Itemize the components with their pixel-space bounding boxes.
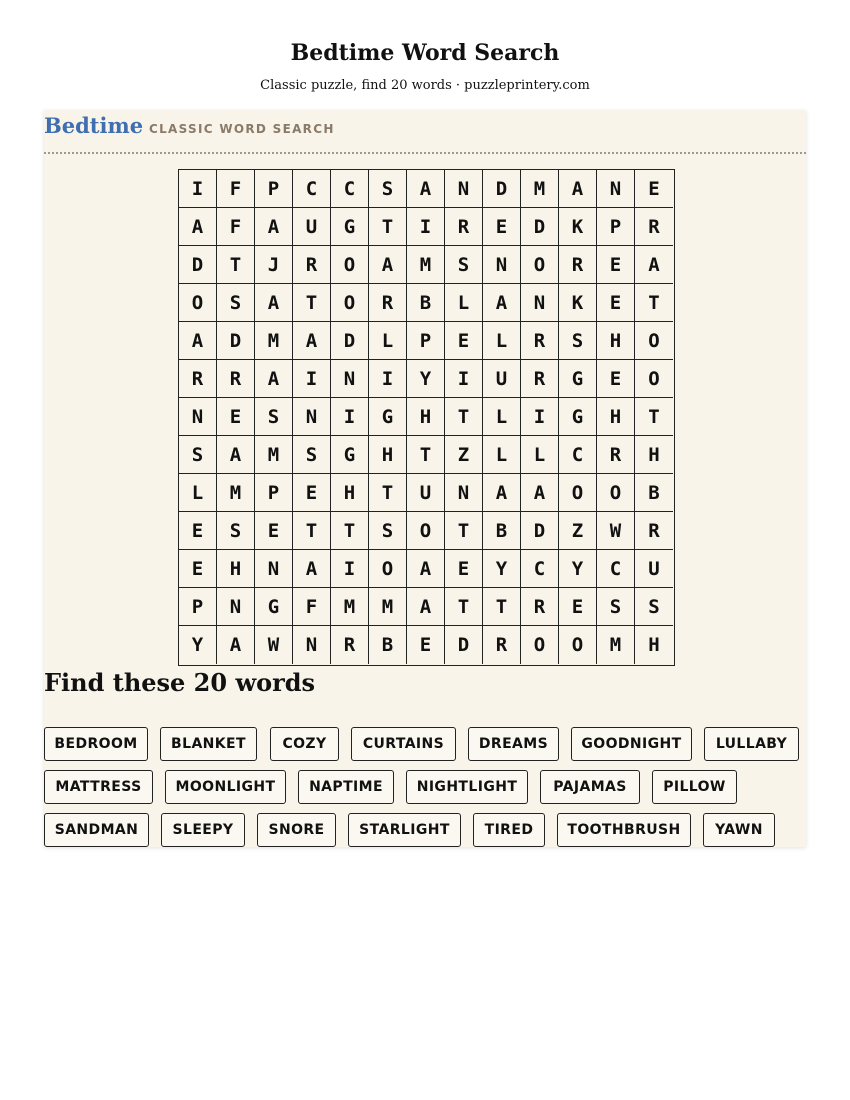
grid-cell: R (369, 284, 407, 322)
grid-cell: T (445, 588, 483, 626)
grid-cell: G (369, 398, 407, 436)
grid-cell: N (445, 474, 483, 512)
grid-cell: C (559, 436, 597, 474)
grid-cell: Y (559, 550, 597, 588)
grid-cell: R (331, 626, 369, 664)
grid-cell: R (445, 208, 483, 246)
grid-cell: O (635, 360, 673, 398)
grid-cell: P (407, 322, 445, 360)
grid-cell: I (369, 360, 407, 398)
grid-cell: O (559, 474, 597, 512)
grid-cell: R (635, 512, 673, 550)
grid-cell: E (217, 398, 255, 436)
grid-cell: L (483, 398, 521, 436)
grid-cell: O (331, 284, 369, 322)
grid-cell: C (521, 550, 559, 588)
word-chip: COZY (270, 727, 339, 761)
grid-cell: S (369, 170, 407, 208)
grid-cell: O (559, 626, 597, 664)
grid-cell: K (559, 208, 597, 246)
grid-cell: W (597, 512, 635, 550)
grid-cell: N (521, 284, 559, 322)
grid-cell: I (331, 398, 369, 436)
grid-cell: M (407, 246, 445, 284)
grid-cell: A (293, 322, 331, 360)
grid-cell: M (521, 170, 559, 208)
grid-cell: H (597, 398, 635, 436)
grid-cell: D (445, 626, 483, 664)
grid-cell: O (635, 322, 673, 360)
grid-cell: B (407, 284, 445, 322)
puzzle-card (44, 110, 806, 847)
grid-cell: Z (445, 436, 483, 474)
grid-cell: A (217, 626, 255, 664)
grid-cell: A (293, 550, 331, 588)
word-chip: NAPTIME (298, 770, 394, 804)
grid-cell: A (179, 322, 217, 360)
grid-cell: E (597, 246, 635, 284)
word-chip: MOONLIGHT (165, 770, 286, 804)
word-chip: PILLOW (652, 770, 737, 804)
grid-cell: D (179, 246, 217, 284)
grid-cell: A (559, 170, 597, 208)
grid-cell: D (483, 170, 521, 208)
grid-cell: M (255, 436, 293, 474)
word-chip: GOODNIGHT (571, 727, 692, 761)
grid-cell: E (635, 170, 673, 208)
grid-cell: H (407, 398, 445, 436)
grid-cell: N (483, 246, 521, 284)
grid-cell: J (255, 246, 293, 284)
grid-cell: K (559, 284, 597, 322)
grid-cell: A (217, 436, 255, 474)
word-chip: SLEEPY (161, 813, 245, 847)
grid-cell: C (597, 550, 635, 588)
grid-cell: T (331, 512, 369, 550)
grid-cell: C (331, 170, 369, 208)
grid-cell: L (179, 474, 217, 512)
grid-cell: E (597, 360, 635, 398)
word-chip: SANDMAN (44, 813, 149, 847)
grid-cell: R (521, 360, 559, 398)
grid-cell: E (255, 512, 293, 550)
grid-cell: T (635, 398, 673, 436)
grid-cell: G (559, 360, 597, 398)
grid-cell: R (521, 588, 559, 626)
brand-title: Bedtime (44, 113, 144, 138)
word-chip: MATTRESS (44, 770, 153, 804)
grid-cell: L (483, 436, 521, 474)
grid-cell: E (293, 474, 331, 512)
grid-cell: U (635, 550, 673, 588)
grid-cell: I (445, 360, 483, 398)
grid-cell: A (635, 246, 673, 284)
grid-cell: O (407, 512, 445, 550)
grid-cell: L (521, 436, 559, 474)
grid-cell: T (483, 588, 521, 626)
grid-cell: F (293, 588, 331, 626)
grid-cell: G (331, 436, 369, 474)
grid-cell: N (217, 588, 255, 626)
grid-cell: S (255, 398, 293, 436)
grid-cell: A (407, 170, 445, 208)
grid-cell: T (293, 512, 331, 550)
grid-cell: M (369, 588, 407, 626)
word-chip: DREAMS (468, 727, 559, 761)
grid-cell: R (179, 360, 217, 398)
brand-subtitle: CLASSIC WORD SEARCH (149, 122, 335, 136)
card-header (44, 110, 806, 154)
grid-cell: O (369, 550, 407, 588)
grid-cell: A (483, 474, 521, 512)
grid-cell: N (255, 550, 293, 588)
grid-cell: E (559, 588, 597, 626)
grid-cell: N (293, 626, 331, 664)
grid-cell: S (293, 436, 331, 474)
grid-cell: U (483, 360, 521, 398)
grid-cell: H (331, 474, 369, 512)
grid-cell: M (255, 322, 293, 360)
grid-cell: N (597, 170, 635, 208)
grid-cell: E (597, 284, 635, 322)
grid-cell: I (179, 170, 217, 208)
grid-cell: Y (407, 360, 445, 398)
grid-cell: N (445, 170, 483, 208)
grid-cell: S (635, 588, 673, 626)
grid-cell: F (217, 208, 255, 246)
grid-cell: M (217, 474, 255, 512)
grid-cell: P (179, 588, 217, 626)
grid-cell: A (255, 284, 293, 322)
word-chip: LULLABY (704, 727, 799, 761)
grid-cell: T (369, 208, 407, 246)
word-chip: PAJAMAS (540, 770, 640, 804)
grid-cell: H (648, 634, 660, 656)
grid-cell: D (521, 512, 559, 550)
grid-cell: T (445, 512, 483, 550)
grid-cell: R (559, 246, 597, 284)
grid-cell: A (407, 588, 445, 626)
grid-cell: A (369, 246, 407, 284)
grid-cell: M (597, 626, 635, 664)
grid-cell: P (255, 474, 293, 512)
grid-cell: Y (483, 550, 521, 588)
grid-cell: P (255, 170, 293, 208)
grid-cell: C (293, 170, 331, 208)
grid-cell: L (445, 284, 483, 322)
grid-cell: S (559, 322, 597, 360)
grid-cell: H (369, 436, 407, 474)
grid-cell: E (407, 626, 445, 664)
grid-cell: G (331, 208, 369, 246)
grid-cell: U (407, 474, 445, 512)
page-title: Bedtime Word Search (290, 40, 560, 66)
grid-cell: L (369, 322, 407, 360)
grid-cell: U (293, 208, 331, 246)
grid-cell: I (407, 208, 445, 246)
word-chip: STARLIGHT (348, 813, 461, 847)
grid-cell: N (179, 398, 217, 436)
grid-cell: H (635, 436, 673, 474)
grid-cell: G (559, 398, 597, 436)
grid-cell: L (483, 322, 521, 360)
grid-cell: G (255, 588, 293, 626)
grid-cell: I (293, 360, 331, 398)
word-chip: YAWN (703, 813, 775, 847)
grid-cell: E (483, 208, 521, 246)
grid-cell: Z (559, 512, 597, 550)
grid-cell: N (293, 398, 331, 436)
grid-cell: E (179, 550, 217, 588)
grid-cell: P (597, 208, 635, 246)
word-chip: SNORE (257, 813, 336, 847)
grid-cell: S (445, 246, 483, 284)
grid-cell: A (407, 550, 445, 588)
grid-cell: O (331, 246, 369, 284)
page-subtitle: Classic puzzle, find 20 words · puzzleprintery.com (260, 78, 590, 93)
grid-cell: N (331, 360, 369, 398)
grid-cell: R (293, 246, 331, 284)
grid-cell: R (597, 436, 635, 474)
grid-cell: A (483, 284, 521, 322)
grid-cell: S (217, 512, 255, 550)
grid-cell: R (521, 322, 559, 360)
grid-cell: E (179, 512, 217, 550)
word-chip: BLANKET (160, 727, 257, 761)
word-list-heading: Find these 20 words (44, 668, 316, 697)
word-chip: NIGHTLIGHT (406, 770, 528, 804)
grid-cell: E (445, 550, 483, 588)
word-chip: CURTAINS (351, 727, 456, 761)
word-chip: TOOTHBRUSH (557, 813, 691, 847)
grid-cell: T (635, 284, 673, 322)
grid-cell: R (483, 626, 521, 664)
grid-cell: E (445, 322, 483, 360)
grid-cell: S (217, 284, 255, 322)
grid-cell: S (369, 512, 407, 550)
grid-cell: T (407, 436, 445, 474)
grid-cell: T (293, 284, 331, 322)
grid-cell: D (521, 208, 559, 246)
grid-cell: T (217, 246, 255, 284)
grid-cell: A (255, 208, 293, 246)
grid-cell: S (179, 436, 217, 474)
grid-cell: B (483, 512, 521, 550)
grid-cell: A (179, 208, 217, 246)
grid-cell: O (521, 246, 559, 284)
grid-cell: H (217, 550, 255, 588)
grid-cell: F (217, 170, 255, 208)
grid-cell: R (217, 360, 255, 398)
grid-cell: D (331, 322, 369, 360)
grid-cell: O (179, 284, 217, 322)
word-chip: TIRED (473, 813, 545, 847)
grid-cell: A (255, 360, 293, 398)
grid-cell: T (369, 474, 407, 512)
grid-cell: T (445, 398, 483, 436)
grid-cell: I (521, 398, 559, 436)
grid-cell: B (369, 626, 407, 664)
grid-cell: O (597, 474, 635, 512)
grid-cell: B (635, 474, 673, 512)
grid-cell: R (635, 208, 673, 246)
grid-cell: O (521, 626, 559, 664)
grid-cell: S (597, 588, 635, 626)
grid-cell: M (331, 588, 369, 626)
grid-cell: A (521, 474, 559, 512)
grid-cell: H (597, 322, 635, 360)
grid-cell: Y (179, 626, 217, 664)
grid-cell: W (255, 626, 293, 664)
grid-cell: I (331, 550, 369, 588)
grid-cell: D (217, 322, 255, 360)
letter-grid (178, 169, 675, 666)
word-chip: BEDROOM (44, 727, 148, 761)
